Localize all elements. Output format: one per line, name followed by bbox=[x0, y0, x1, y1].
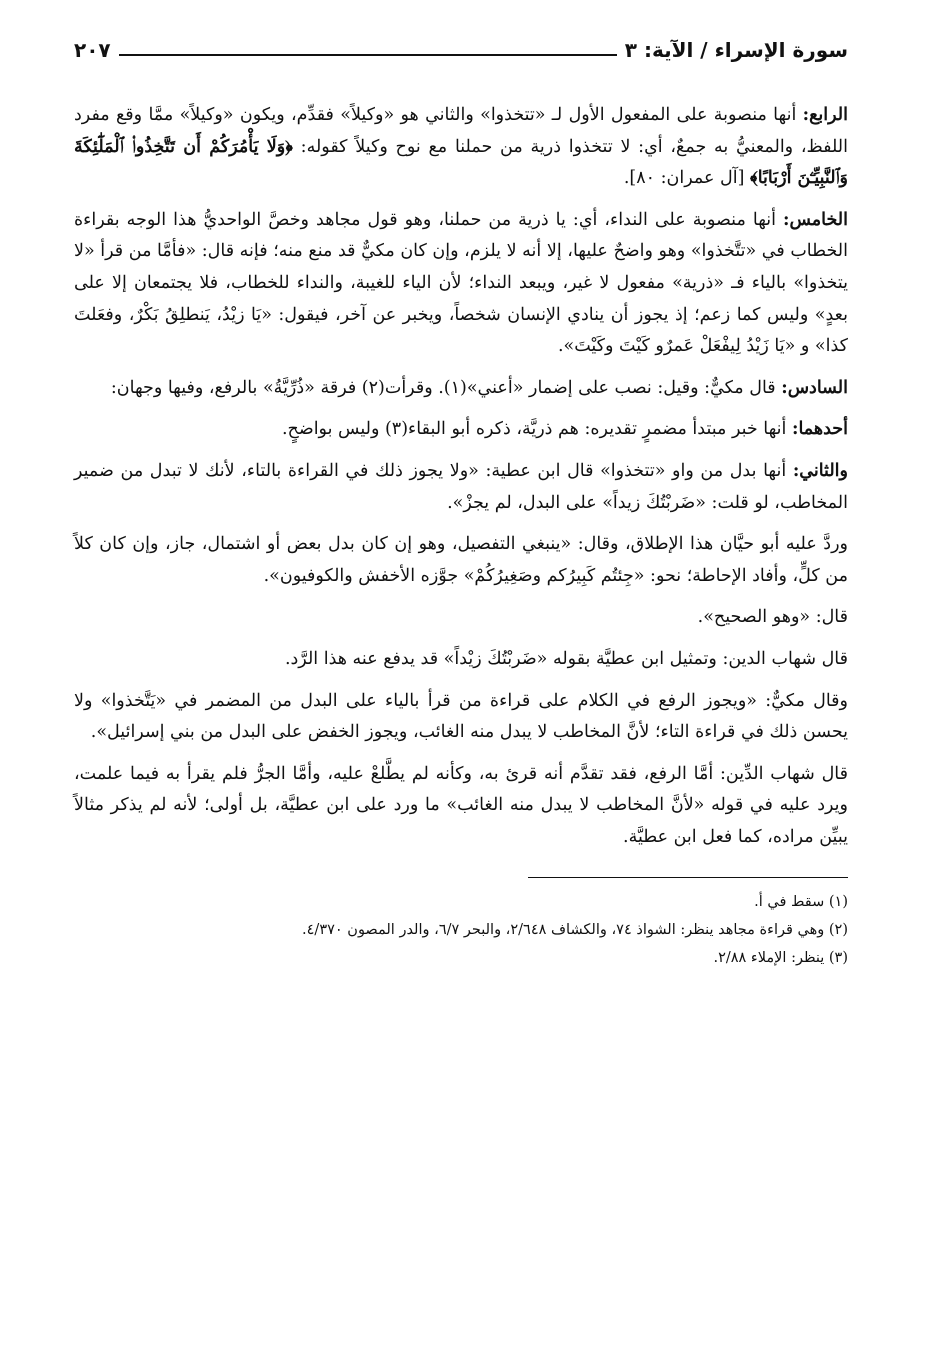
footnote: (١) سقط في أ. bbox=[754, 894, 848, 911]
body-text bbox=[74, 100, 848, 853]
paragraph-makki bbox=[74, 686, 848, 749]
paragraph-text: وقال مكيٌّ: «ويجوز الرفع في الكلام على قراءة من قرأ بالياء على البدل من المضمر في «يَتَّخذوا» ولا يحسن ذلك في قراءة التاء؛ لأنَّ المخاطب لا يبدل منه الغائب، ويجوز الخفض على البدل من بني إسرائيل». bbox=[74, 690, 848, 743]
running-header bbox=[74, 32, 848, 64]
paragraph-text: قال شهاب الدِّين: أمَّا الرفع، فقد تقدَّم أنه قرئ به، وكأنه لم يطَّلعْ عليه، وأمَّا الجرُّ فلم يقرأ به فيما علمت، ويرد عليه في قوله «لأنَّ المخاطب لا يبدل منه الغائب» ما ورد على ابن عطيَّة، بل أولى؛ لأنه لم يذكر مثالاً يبيِّن مراده، كما فعل ابن عطيَّة. bbox=[74, 763, 848, 847]
paragraph-fifth bbox=[74, 205, 848, 363]
paragraph-lead: أحدهما: bbox=[791, 419, 848, 440]
document-page bbox=[74, 32, 848, 1332]
paragraph-abu-hayyan bbox=[74, 529, 848, 592]
paragraph-text: أنها منصوبة على النداء، أي: يا ذرية من حملنا، وهو قول مجاهد وخصَّ الواحديُّ هذا الوجه بقراءة الخطاب في «تتَّخذوا» وهو واضحٌ عليها، إلا أنه لا يلزم، وإن كان مكيٌّ قد منع منه؛ فإنه قال: «فأمَّا من قرأ «لا يتخذوا» بالياء فـ «ذرية» مفعول لا غير، ويبعد النداء؛ لأن الياء للغيبة، والنداء للخطاب، فلا يجتمعان إلا على بعدٍ» وليس كما زعم؛ إذ يجوز أن ينادي الإنسان شخصاً، ويخبر عن آخر، فيقول: «يَا زيْدُ، يَنطلِقُ بَكْرٌ، وفعَلتَ كذا» و «يَا زَيْدُ لِيفْعَلْ عَمرٌو كَيْتَ وكَيْتَ». bbox=[74, 209, 848, 357]
paragraph-text: قال مكيٌّ: وقيل: نصب على إضمار «أعني»(١). وقرأت(٢) فرقة «ذُرِّيَّةُ» بالرفع، وفيها وجهان: bbox=[110, 377, 782, 398]
paragraph-sixth bbox=[74, 373, 848, 405]
footnote: (٢) وهي قراءة مجاهد ينظر: الشواذ ٧٤، والكشاف ٢/٦٤٨، والبحر ٦/٧، والدر المصون ٤/٣٧٠. bbox=[302, 922, 848, 939]
paragraph-text: أنها خبر مبتدأ مضمرٍ تقديره: هم ذريَّة، ذكره أبو البقاء(٣) وليس بواضحٍ. bbox=[281, 419, 792, 440]
paragraph-first-aspect bbox=[74, 414, 848, 446]
paragraph-correct bbox=[74, 602, 848, 634]
paragraph-shihab-2 bbox=[74, 759, 848, 854]
footnote-rule bbox=[528, 877, 848, 878]
verse-reference: [آل عمران: ٨٠]. bbox=[623, 168, 750, 189]
paragraph-second-aspect bbox=[74, 456, 848, 519]
page-number: ٢٠٧ bbox=[74, 38, 111, 62]
quran-verse: ﴿وَلَا يَأْمُرَكُمْ أَن تَتَّخِذُوا۟ ٱلْمَلَٰٓئِكَةَ وَٱلنَّبِيِّـۧنَ أَرْبَابًا﴾ bbox=[74, 136, 848, 189]
header-rule bbox=[119, 54, 617, 56]
paragraph-text: أنها بدل من واو «تتخذوا» قال ابن عطية: «ولا يجوز ذلك في القراءة بالتاء، لأنك لا تبدل من ضمير المخاطب، لو قلت: «ضَربْتُكَ زيداً» على البدل، لم يجزْ». bbox=[74, 460, 848, 513]
paragraph-lead: الخامس: bbox=[783, 209, 848, 230]
paragraph-text: أنها منصوبة على المفعول الأول لـ «تتخذوا» والثاني هو «وكيلاً» فقدِّم، ويكون «وكيلاً» ممَّا وقع مفرد اللفظ، والمعنيُّ به جمعٌ، أي: لا تتخذوا ذرية من حملنا مع نوح وكيلاً كقوله: bbox=[74, 105, 848, 157]
footnote: (٣) ينظر: الإملاء ٢/٨٨. bbox=[713, 950, 848, 967]
paragraph-lead: والثاني: bbox=[792, 460, 848, 481]
paragraph-text: قال شهاب الدين: وتمثيل ابن عطيَّة بقوله «ضَربْتُكَ زيْداً» قد يدفع عنه هذا الرَّد. bbox=[284, 648, 848, 669]
paragraph-fourth bbox=[74, 100, 848, 195]
paragraph-text: وردَّ عليه أبو حيَّان هذا الإطلاق، وقال: «ينبغي التفصيل، وهو إن كان بدل بعض أو اشتمال، جاز، وإن كان كلاً من كلٍّ، وأفاد الإحاطة؛ نحو: «جِئتُم كَبِيرُكم وصَغِيرُكُمْ» جوَّزه الأخفش والكوفيون». bbox=[74, 534, 848, 586]
surah-header-title: سورة الإسراء / الآية: ٣ bbox=[624, 38, 848, 62]
paragraph-text: قال: «وهو الصحيح». bbox=[697, 607, 848, 628]
footnotes bbox=[74, 888, 848, 972]
paragraph-lead: الرابع: bbox=[802, 105, 848, 125]
paragraph-lead: السادس: bbox=[781, 377, 848, 398]
paragraph-shihab-1 bbox=[74, 644, 848, 676]
